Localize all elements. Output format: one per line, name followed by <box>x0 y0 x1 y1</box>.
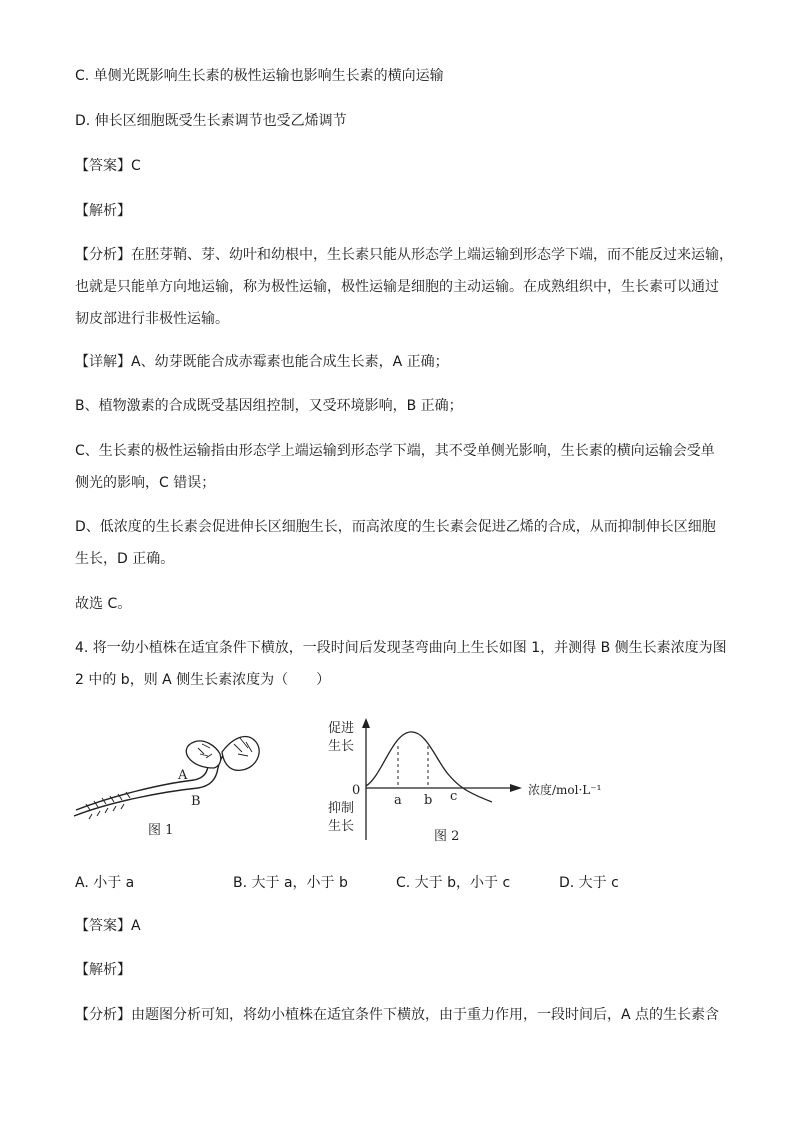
answer-3: 【答案】C <box>75 158 141 174</box>
option-b: B. 大于 a，小于 b <box>233 875 348 891</box>
figure-2-response-curve <box>320 712 620 850</box>
figure-1-seedling <box>70 722 270 847</box>
answer-4: 【答案】A <box>75 918 141 934</box>
detail-d-2: 生长，D 正确。 <box>75 551 175 567</box>
fig2-tick-a: a <box>394 793 402 808</box>
question-4-line-2: 2 中的 b，则 A 侧生长素浓度为（ ） <box>75 672 331 688</box>
text-d-option: D. 伸长区细胞既受生长素调节也受乙烯调节 <box>75 113 347 129</box>
fig2-x-label: 浓度/mol·L⁻¹ <box>528 783 602 797</box>
fig2-x-arrow <box>510 784 522 792</box>
options-row <box>75 872 715 892</box>
fig1-label-b: B <box>191 794 201 809</box>
analysis-4-line-1: 【分析】由题图分析可知，将幼小植株在适宜条件下横放，由于重力作用，一段时间后，A 点的生长素含 <box>75 1007 720 1023</box>
question-4-line-1: 4. 将一幼小植株在适宜条件下横放，一段时间后发现茎弯曲向上生长如图 1，并测得 B 侧生长素浓度为图 <box>75 640 727 656</box>
fig2-tick-c: c <box>450 789 458 804</box>
fig2-y-bot-1: 抑制 <box>328 801 355 816</box>
seedling-leaf-right <box>222 737 259 771</box>
fig2-curve <box>366 732 492 802</box>
conclusion: 故选 C。 <box>75 596 132 612</box>
detail-b: B、植物激素的合成既受基因组控制，又受环境影响，B 正确； <box>75 398 463 414</box>
detail-d-1: D、低浓度的生长素会促进伸长区细胞生长，而高浓度的生长素会促进乙烯的合成，从而抑制伸长区细胞 <box>75 519 716 535</box>
detail-a: 【详解】A、幼芽既能合成赤霉素也能合成生长素，A 正确； <box>75 354 449 370</box>
fig1-caption: 图 1 <box>148 823 174 838</box>
analysis-line-3: 韧皮部进行非极性运输。 <box>75 311 229 327</box>
fig2-caption: 图 2 <box>434 829 460 844</box>
fig2-y-top-1: 促进 <box>328 721 355 736</box>
fig2-tick-b: b <box>424 793 433 808</box>
option-a: A. 小于 a <box>75 875 135 891</box>
detail-c-2: 侧光的影响，C 错误； <box>75 475 216 491</box>
fig2-y-arrow <box>362 718 370 728</box>
analysis-line-2: 也就是只能单方向地运输，称为极性运输，极性运输是细胞的主动运输。在成熟组织中，生长素可以通过 <box>75 279 719 295</box>
fig1-label-a: A <box>178 768 188 783</box>
analysis-line-1: 【分析】在胚芽鞘、芽、幼叶和幼根中，生长素只能从形态学上端运输到形态学下端，而不能反过来运输， <box>75 247 733 263</box>
detail-c-1: C、生长素的极性运输指由形态学上端运输到形态学下端，其不受单侧光影响，生长素的横向运输会受单 <box>75 443 715 459</box>
option-d: D. 大于 c <box>559 875 619 891</box>
text-c-option: C. 单侧光既影响生长素的极性运输也影响生长素的横向运输 <box>75 68 444 84</box>
fig2-origin: 0 <box>352 783 361 798</box>
fig2-y-top-2: 生长 <box>328 739 355 754</box>
analysis-heading-4: 【解析】 <box>75 962 131 978</box>
option-c: C. 大于 b，小于 c <box>396 875 511 891</box>
analysis-heading-3: 【解析】 <box>75 203 131 219</box>
fig2-y-bot-2: 生长 <box>328 819 355 834</box>
